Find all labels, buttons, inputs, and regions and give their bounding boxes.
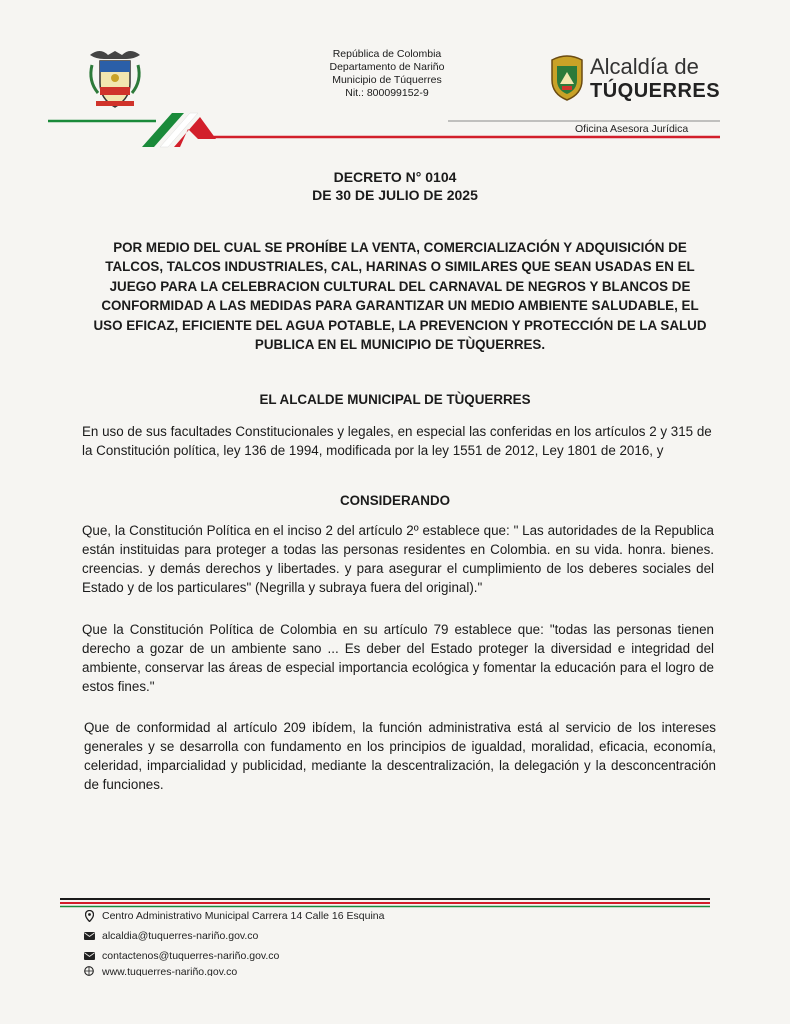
decree-heading [0, 168, 790, 204]
header-line-municipality: Municipio de Túquerres [332, 74, 442, 86]
footer-address-text: Centro Administrativo Municipal Carrera 14 Calle 16 Esquina [102, 910, 385, 922]
mail-icon [82, 952, 96, 960]
header-entity-info [300, 48, 474, 100]
considerando-paragraph-1: Que, la Constitución Política en el inciso 2 del artículo 2º establece que: " Las autoridades de la Republica están instituidas para proteger a todas las personas residentes en Colombia. en su vida. honra. bienes. creencias. y demás derechos y libertades. y para asegurar el cumplimiento de los deberes sociales del Estado y de los particulares" (Negrilla y subraya fuera del original)." [82, 523, 714, 595]
intro-paragraph: En uso de sus facultades Constitucionales y legales, en especial las conferidas en los artículos 2 y 315 de la Constitución política, ley 136 de 1994, modificada por la ley 1551 de 2012, Ley 1801 de 2016, y [82, 424, 712, 458]
colombia-coat-of-arms-icon [86, 45, 144, 111]
footer-address [82, 906, 384, 926]
footer-email-1[interactable] [82, 926, 384, 946]
header-line-country: República de Colombia [332, 48, 442, 60]
footer-email-1-text[interactable]: alcaldia@tuquerres-nariño.gov.co [102, 930, 259, 942]
logo-text-alcaldia: Alcaldía de [590, 54, 699, 79]
considerando-paragraph-3: Que de conformidad al artículo 209 ibídem, la función administrativa está al servicio de los intereses generales y se desarrolla con fundamento en los principios de igualdad, moralidad, eficacia, economía, celeridad, imparcialidad y publicidad, mediante la descentralización, la delegación y la desconcentración de funciones. [84, 720, 716, 792]
decree-date: DE 30 DE JULIO DE 2025 [312, 187, 478, 203]
tuquerres-emblem-icon [548, 54, 586, 102]
considerando-paragraph-2: Que la Constitución Política de Colombia en su artículo 79 establece que: "todas las personas tienen derecho a gozar de un ambiente sano ... Es deber del Estado proteger la diversidad e integridad del ambiente, conservar las áreas de especial importancia ecológica y fomentar la educación para el logro de estos fines." [82, 622, 714, 694]
footer-email-2-text[interactable]: contactenos@tuquerres-nariño.gov.co [102, 950, 280, 962]
decree-subject: POR MEDIO DEL CUAL SE PROHÍBE LA VENTA, COMERCIALIZACIÓN Y ADQUISICIÓN DE TALCOS, TALCOS INDUSTRIALES, CAL, HARINAS O SIMILARES QUE SEAN USADAS EN EL JUEGO PARA LA CELEBRACION CULTURAL DEL CARNAVAL DE NEGROS Y BLANCOS DE CONFORMIDAD A LAS MEDIDAS PARA GARANTIZAR UN MEDIO AMBIENTE SALUDABLE, EL USO EFICAZ, EFICIENTE DEL AGUA POTABLE, LA PREVENCION Y PROTECCIÓN DE LA SALUD PUBLICA EN EL MUNICIPIO DE TÙQUERRES. [93, 240, 707, 353]
header-line-nit: Nit.: 800099152-9 [345, 87, 429, 99]
header-line-department: Departamento de Nariño [329, 61, 445, 73]
footer-website-text[interactable]: www.tuquerres-nariño.gov.co [102, 966, 238, 976]
considerando-heading: CONSIDERANDO [339, 493, 451, 508]
footer-email-2[interactable] [82, 946, 384, 966]
authority-heading: EL ALCALDE MUNICIPAL DE TÙQUERRES [259, 392, 531, 407]
mail-icon [82, 932, 96, 940]
globe-icon [82, 966, 96, 976]
decree-number: DECRETO N° 0104 [333, 169, 457, 185]
location-icon [82, 910, 96, 922]
footer-website[interactable] [82, 966, 384, 976]
footer-contact [82, 906, 384, 976]
logo-text-tuquerres: TÚQUERRES [590, 80, 721, 102]
alcaldia-logo [548, 52, 721, 108]
office-name: Oficina Asesora Jurídica [575, 123, 689, 135]
